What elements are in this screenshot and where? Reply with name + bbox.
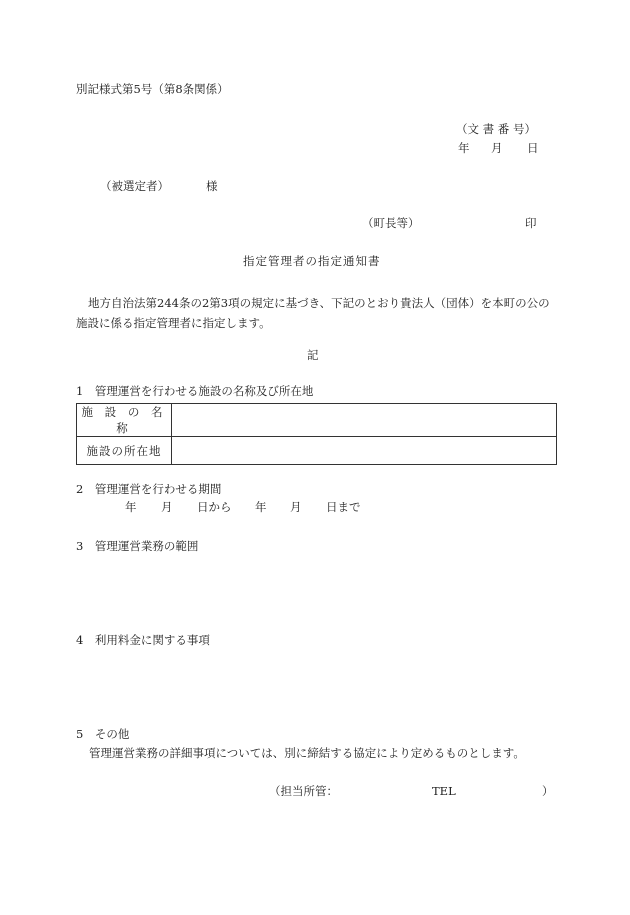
form-reference: 別記様式第5号（第8条関係）: [76, 82, 229, 96]
facility-address-label: 施設の所在地: [77, 437, 172, 465]
contact-open: （担当所管：: [269, 784, 338, 798]
period-start-month: 月: [161, 500, 173, 514]
period-start-day: 日から: [197, 500, 232, 514]
recipient-honorific: 様: [206, 179, 218, 193]
section-2-heading: 2 管理運営を行わせる期間: [76, 482, 222, 496]
period-end-month: 月: [290, 500, 302, 514]
facility-name-label: 施 設 の 名 称: [77, 404, 172, 437]
period-start-year: 年: [125, 500, 137, 514]
section-5-text: 管理運営業務の詳細事項については、別に締結する協定により定めるものとします。: [89, 746, 525, 760]
facility-address-value: [172, 437, 557, 465]
section-1-heading: 1 管理運営を行わせる施設の名称及び所在地: [76, 384, 314, 398]
ki-marker: 記: [307, 348, 319, 362]
section-3-heading: 3 管理運営業務の範囲: [76, 539, 199, 553]
table-row: [77, 437, 557, 465]
issue-date-day: 日: [527, 141, 539, 155]
facility-table: [76, 403, 557, 465]
contact-close: ）: [542, 784, 554, 798]
period-end-day: 日まで: [326, 500, 361, 514]
contact-tel-label: TEL: [432, 784, 456, 798]
seal-mark: 印: [525, 216, 537, 230]
document-number: （文 書 番 号）: [456, 122, 536, 136]
section-4-heading: 4 利用料金に関する事項: [76, 633, 210, 647]
period-end-year: 年: [255, 500, 267, 514]
notice-body: 地方自治法第244条の2第3項の規定に基づき、下記のとおり貴法人（団体）を本町の公の施設に係る指定管理者に指定します。: [76, 296, 550, 330]
recipient-label: （被選定者）: [100, 179, 169, 193]
document-title: 指定管理者の指定通知書: [243, 254, 381, 268]
issue-date-month: 月: [491, 141, 503, 155]
table-row: [77, 404, 557, 437]
issue-date-year: 年: [458, 141, 470, 155]
sender-label: （町長等）: [362, 216, 420, 230]
section-5-heading: 5 その他: [76, 727, 130, 741]
facility-name-value: [172, 404, 557, 437]
